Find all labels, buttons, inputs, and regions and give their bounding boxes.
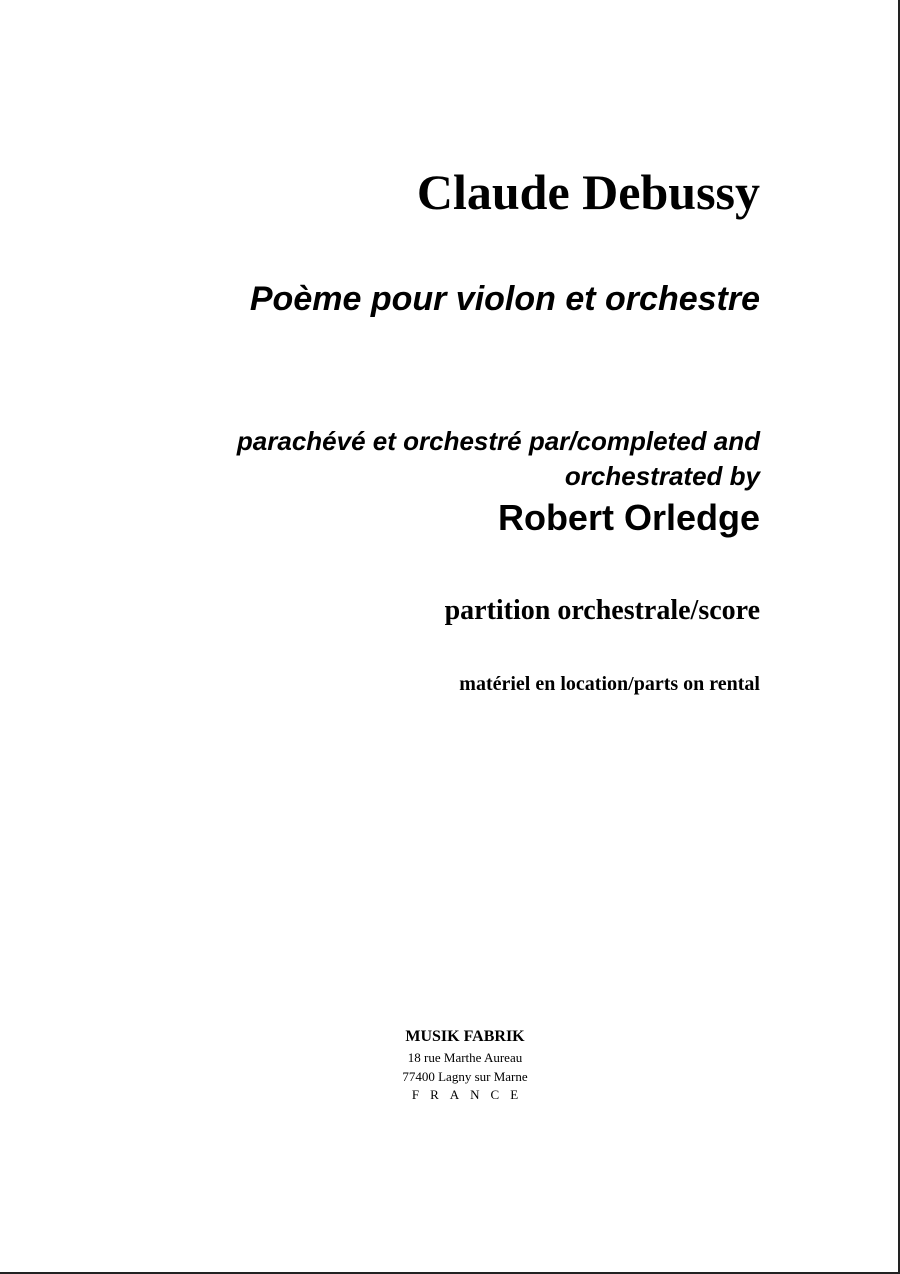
publisher-name: MUSIK FABRIK <box>405 1028 525 1045</box>
composer-name: Claude Debussy <box>416 164 760 220</box>
score-type: partition orchestrale/score <box>444 595 760 626</box>
arrangement-credit: parachévé et orchestré par/completed and orchestrated by <box>236 426 760 491</box>
publisher-country: FRANCE <box>411 1087 530 1102</box>
work-title: Poème pour violon et orchestre <box>249 280 760 318</box>
publisher-street: 18 rue Marthe Aureau <box>407 1050 523 1065</box>
rental-note: matériel en location/parts on rental <box>459 673 760 695</box>
arranger-name: Robert Orledge <box>497 497 760 538</box>
publisher-address <box>310 1026 620 1104</box>
publisher-city: 77400 Lagny sur Marne <box>402 1069 528 1084</box>
